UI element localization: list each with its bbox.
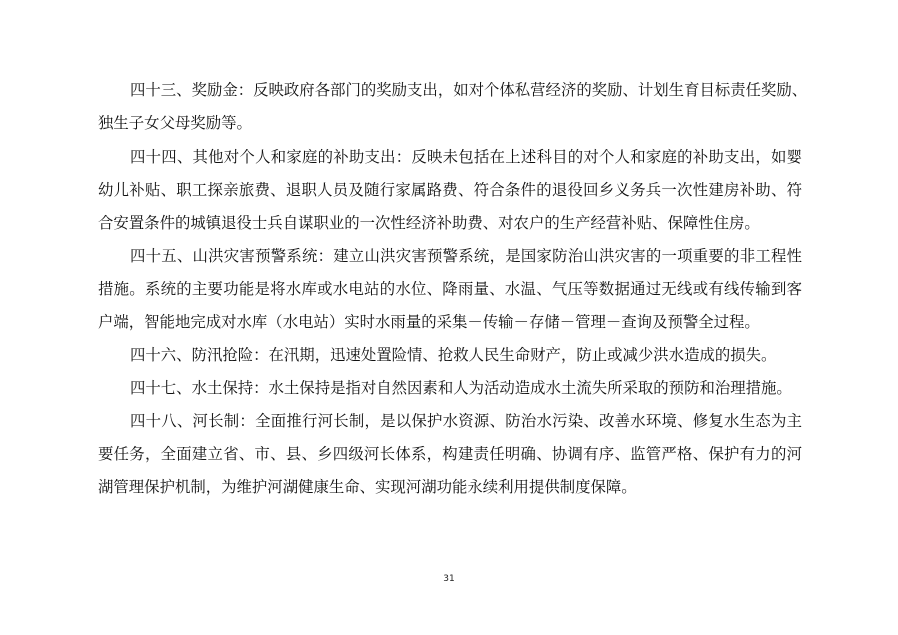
paragraph-48-line-1: 四十八、河长制：全面推行河长制，是以保护水资源、防治水污染、改善水环境、修复水生态为主	[130, 412, 802, 430]
paragraph-48-line-3: 湖管理保护机制，为维护河湖健康生命、实现河湖功能永续利用提供制度保障。	[98, 478, 637, 496]
paragraph-46-line-1: 四十六、防汛抢险：在汛期，迅速处置险情、抢救人民生命财产，防止或减少洪水造成的损失。	[130, 346, 777, 364]
paragraph-45-line-2: 措施。系统的主要功能是将水库或水电站的水位、降雨量、水温、气压等数据通过无线或有线传输到客	[98, 280, 802, 298]
paragraph-48-line-2: 要任务，全面建立省、市、县、乡四级河长体系，构建责任明确、协调有序、监管严格、保护有力的河	[98, 445, 802, 463]
paragraph-45-line-3: 户端，智能地完成对水库（水电站）实时水雨量的采集－传输－存储－管理－查询及预警全过程。	[98, 313, 760, 331]
paragraph-43-line-1: 四十三、奖励金：反映政府各部门的奖励支出，如对个体私营经济的奖励、计划生育目标责任奖励、	[130, 81, 808, 99]
paragraph-44-line-2: 幼儿补贴、职工探亲旅费、退职人员及随行家属路费、符合条件的退役回乡义务兵一次性建房补助、符	[98, 181, 802, 199]
page-number: 31	[443, 574, 455, 584]
paragraph-47-line-1: 四十七、水土保持：水土保持是指对自然因素和人为活动造成水土流失所采取的预防和治理措施。	[130, 379, 792, 397]
paragraph-45-line-1: 四十五、山洪灾害预警系统：建立山洪灾害预警系统，是国家防治山洪灾害的一项重要的非工程性	[130, 247, 802, 265]
paragraph-43-line-2: 独生子女父母奖励等。	[98, 114, 252, 132]
paragraph-44-line-3: 合安置条件的城镇退役士兵自谋职业的一次性经济补助费、对农户的生产经营补贴、保障性住房。	[98, 214, 760, 232]
paragraph-44-line-1: 四十四、其他对个人和家庭的补助支出：反映未包括在上述科目的对个人和家庭的补助支出，如婴	[130, 148, 802, 166]
